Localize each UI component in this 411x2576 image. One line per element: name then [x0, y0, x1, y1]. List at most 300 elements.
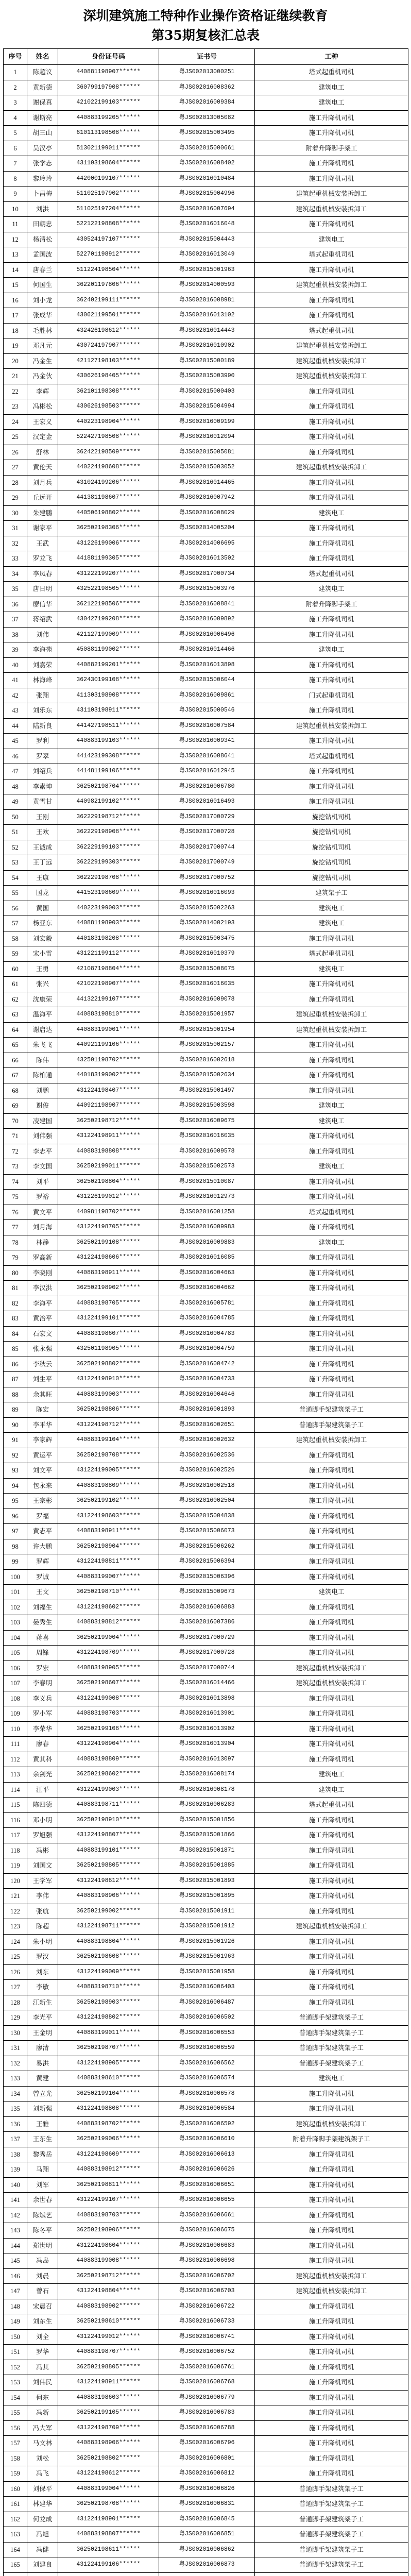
cell-name: 刘国文 [27, 1858, 58, 1874]
cell-trade: 施工升降机司机 [255, 1478, 408, 1494]
cell-id-number: 362502199011****** [58, 1159, 159, 1175]
cell-trade: 普通脚手架建筑架子工 [255, 2010, 408, 2026]
cell-certificate: 粤JS002016004662 [159, 1281, 255, 1296]
cell-name: 刘新强 [27, 2102, 58, 2117]
cell-trade: 施工升降机司机 [255, 1494, 408, 1509]
cell-certificate: 粤JS002016006873 [159, 2557, 255, 2573]
cell-certificate: 粤JS002016013898 [159, 1691, 255, 1706]
cell-id-number: 440883198902****** [58, 2299, 159, 2314]
table-row [4, 2132, 408, 2147]
cell-name: 蒋绍武 [27, 612, 58, 628]
cell-index: 68 [4, 1083, 27, 1098]
table-row [4, 2329, 408, 2345]
cell-index: 155 [4, 2405, 27, 2421]
cell-certificate: 粤JS002016009883 [159, 1235, 255, 1250]
cell-index: 113 [4, 1767, 27, 1783]
table-row [4, 1919, 408, 1935]
cell-index: 141 [4, 2193, 27, 2208]
cell-certificate: 粤JS002016006584 [159, 2102, 255, 2117]
cell-id-number: 362502198805****** [58, 1858, 159, 1874]
cell-id-number: 430626198503****** [58, 399, 159, 415]
cell-id-number: 362502198607****** [58, 1676, 159, 1691]
cell-index: 118 [4, 1843, 27, 1858]
cell-certificate: 粤JS002015000189 [159, 353, 255, 369]
cell-certificate: 粤JS002016006675 [159, 2223, 255, 2239]
cell-name: 刘宏毅 [27, 931, 58, 946]
table-row [4, 232, 408, 247]
cell-trade: 施工升降机司机 [255, 627, 408, 642]
cell-trade: 施工升降机司机 [255, 2314, 408, 2330]
cell-name: 林海峰 [27, 673, 58, 688]
cell-certificate: 粤JS002016007942 [159, 490, 255, 506]
cell-certificate: 粤JS002015009673 [159, 1585, 255, 1600]
cell-name: 周锋 [27, 1646, 58, 1661]
cell-trade: 施工升降机司机 [255, 1934, 408, 1950]
cell-name: 刘绍兵 [27, 764, 58, 779]
cell-name: 李敏 [27, 1980, 58, 1995]
table-row [4, 323, 408, 338]
header-index: 序号 [4, 49, 27, 65]
cell-trade: 塔式起重机司机 [255, 1205, 408, 1220]
cell-name: 李海平 [27, 1296, 58, 1311]
table-row [4, 490, 408, 506]
table-row [4, 460, 408, 476]
cell-trade: 施工升降机司机 [255, 612, 408, 628]
cell-name: 张兴 [27, 977, 58, 992]
table-row [4, 2345, 408, 2360]
cell-name: 刘平 [27, 1174, 58, 1190]
cell-certificate: 粤JS002016002618 [159, 1053, 255, 1068]
cell-index: 153 [4, 2375, 27, 2391]
cell-certificate: 粤JS002015006396 [159, 1569, 255, 1585]
cell-certificate: 粤JS002015001954 [159, 1022, 255, 1038]
cell-trade: 旋挖钻机司机 [255, 855, 408, 871]
cell-name: 李光平 [27, 2010, 58, 2026]
cell-trade: 普通脚手架建筑架子工 [255, 2056, 408, 2071]
table-row [4, 977, 408, 992]
cell-id-number: 431226199012****** [58, 1190, 159, 1205]
cell-name: 黄志平 [27, 1524, 58, 1539]
cell-trade: 施工升降机司机 [255, 2390, 408, 2405]
cell-trade: 施工升降机司机 [255, 2451, 408, 2466]
cell-id-number: 450881199002****** [58, 642, 159, 658]
cell-certificate: 粤JS002016002651 [159, 1417, 255, 1433]
cell-trade: 建筑起重机械安装拆卸工 [255, 1676, 408, 1691]
cell-id-number: 362502198904****** [58, 1539, 159, 1554]
table-row [4, 551, 408, 567]
cell-index: 97 [4, 1524, 27, 1539]
cell-name: 刘福生 [27, 1600, 58, 1615]
cell-id-number: 441381198607****** [58, 490, 159, 506]
cell-trade: 塔式起重机司机 [255, 65, 408, 80]
cell-name: 谢斯亮 [27, 110, 58, 126]
cell-certificate: 粤JS002016006578 [159, 2086, 255, 2102]
cell-index: 29 [4, 490, 27, 506]
cell-name: 黄雪甘 [27, 794, 58, 810]
cell-id-number: 431224199107****** [58, 2193, 159, 2208]
cell-id-number: 362502199102****** [58, 1494, 159, 1509]
cell-certificate: 粤JS002015006073 [159, 1524, 255, 1539]
table-row [4, 1934, 408, 1950]
cell-id-number: 431224198911****** [58, 1129, 159, 1144]
title-block [3, 6, 408, 45]
cell-name: 刘嘉荣 [27, 657, 58, 673]
cell-certificate: 粤JS002016008841 [159, 597, 255, 612]
cell-id-number: 362502198806****** [58, 1402, 159, 1418]
cell-index: 93 [4, 1463, 27, 1479]
table-row [4, 855, 408, 871]
cell-trade: 建筑电工 [255, 1782, 408, 1798]
cell-certificate: 粤JS002016013902 [159, 1721, 255, 1737]
cell-id-number: 431103198604****** [58, 156, 159, 172]
table-row [4, 247, 408, 263]
cell-index: 65 [4, 1038, 27, 1053]
cell-trade: 施工升降机司机 [255, 1357, 408, 1372]
cell-trade: 施工升降机司机 [255, 2193, 408, 2208]
cell-trade: 施工升降机司机 [255, 2345, 408, 2360]
cell-name: 罗华 [27, 2345, 58, 2360]
cell-trade: 施工升降机司机 [255, 262, 408, 278]
cell-trade: 施工升降机司机 [255, 2360, 408, 2375]
cell-trade: 塔式起重机司机 [255, 749, 408, 764]
cell-certificate: 粤JS002016006613 [159, 2147, 255, 2162]
cell-name: 王文 [27, 1585, 58, 1600]
cell-name: 国龙 [27, 886, 58, 901]
cell-name: 朱飞飞 [27, 1038, 58, 1053]
cell-certificate: 粤JS002016006661 [159, 2208, 255, 2223]
cell-index: 14 [4, 262, 27, 278]
cell-index: 56 [4, 901, 27, 916]
cell-index: 122 [4, 1904, 27, 1919]
table-row [4, 1311, 408, 1327]
cell-id-number: 440883198703****** [58, 2208, 159, 2223]
table-row [4, 1873, 408, 1889]
table-row [4, 1342, 408, 1357]
cell-certificate: 粤JS002016006592 [159, 2116, 255, 2132]
cell-name: 江平 [27, 1782, 58, 1798]
cell-trade: 普通脚手架建筑架子工 [255, 2041, 408, 2056]
cell-trade: 施工升降机司机 [255, 171, 408, 187]
cell-id-number: 431224199005****** [58, 1463, 159, 1479]
table-row [4, 582, 408, 597]
cell-index: 137 [4, 2132, 27, 2147]
cell-index: 131 [4, 2041, 27, 2056]
cell-id-number: 511025197902****** [58, 187, 159, 202]
cell-name: 谢启达 [27, 1022, 58, 1038]
table-row [4, 1159, 408, 1175]
cell-name: 冯健 [27, 2542, 58, 2557]
cell-certificate: 粤JS002016009675 [159, 1113, 255, 1129]
cell-id-number: 432501198702****** [58, 1053, 159, 1068]
cell-certificate: 粤JS002015003475 [159, 931, 255, 946]
cell-certificate: 粤JS002017000744 [159, 840, 255, 855]
cell-certificate: 粤JS002015001497 [159, 1083, 255, 1098]
cell-certificate: 粤JS002016008641 [159, 749, 255, 764]
table-row [4, 1250, 408, 1266]
cell-certificate: 粤JS002015006394 [159, 1554, 255, 1570]
cell-certificate: 粤JS002015002263 [159, 901, 255, 916]
cell-index: 59 [4, 946, 27, 962]
cell-index: 147 [4, 2284, 27, 2299]
cell-index: 149 [4, 2314, 27, 2330]
cell-index: 130 [4, 2025, 27, 2041]
cell-name: 陈伟 [27, 1053, 58, 1068]
cell-name: 刘鹏 [27, 1083, 58, 1098]
table-row [4, 1782, 408, 1798]
table-row [4, 2056, 408, 2071]
table-row [4, 1600, 408, 1615]
cell-name: 刘文平 [27, 1463, 58, 1479]
cell-trade: 普通脚手架建筑架子工 [255, 2481, 408, 2497]
table-row [4, 2405, 408, 2421]
cell-name: 黎玲玲 [27, 171, 58, 187]
table-row [4, 475, 408, 490]
table-row [4, 1220, 408, 1235]
cell-index: 67 [4, 1068, 27, 1083]
cell-name: 刘月兵 [27, 475, 58, 490]
table-row [4, 779, 408, 794]
cell-trade: 塔式起重机司机 [255, 323, 408, 338]
table-row [4, 1494, 408, 1509]
cell-id-number: 362502198712****** [58, 2268, 159, 2284]
cell-id-number: 421022198907****** [58, 977, 159, 992]
cell-id-number: 431224199106****** [58, 2557, 159, 2573]
cell-index: 152 [4, 2360, 27, 2375]
table-row [4, 2208, 408, 2223]
table-row [4, 201, 408, 217]
table-row [4, 95, 408, 111]
cell-trade: 旋挖钻机司机 [255, 870, 408, 886]
table-body [4, 65, 408, 2576]
cell-id-number: 421127199009****** [58, 627, 159, 642]
cell-index: 12 [4, 232, 27, 247]
cell-id-number: 362430199108****** [58, 673, 159, 688]
cell-index: 146 [4, 2268, 27, 2284]
cell-certificate: 粤JS002016016093 [159, 886, 255, 901]
cell-id-number: 362402199111****** [58, 293, 159, 308]
cell-name: 田朝忠 [27, 217, 58, 232]
cell-certificate: 粤JS002016006496 [159, 627, 255, 642]
table-row [4, 2041, 408, 2056]
cell-trade: 施工升降机司机 [255, 110, 408, 126]
cell-trade: 施工升降机司机 [255, 2238, 408, 2253]
cell-id-number: 431224198804****** [58, 2284, 159, 2299]
cell-index: 116 [4, 1812, 27, 1828]
cell-certificate: 粤JS002016006553 [159, 2025, 255, 2041]
cell-certificate: 粤JS002015003598 [159, 1098, 255, 1114]
table-row [4, 2557, 408, 2573]
cell-id-number: 431226199006****** [58, 536, 159, 551]
table-row [4, 2375, 408, 2391]
cell-index: 57 [4, 916, 27, 931]
table-row [4, 1235, 408, 1250]
cell-name: 张学志 [27, 156, 58, 172]
cell-name: 刘伟 [27, 627, 58, 642]
cell-index: 48 [4, 779, 27, 794]
cell-certificate: 粤JS002016008029 [159, 505, 255, 521]
cell-id-number: 362229198712****** [58, 809, 159, 825]
cell-name: 林建华 [27, 2497, 58, 2512]
cell-certificate: 粤JS002016008178 [159, 1782, 255, 1798]
cell-certificate: 粤JS002015001957 [159, 1007, 255, 1023]
cell-trade: 施工升降机司机 [255, 1995, 408, 2010]
cell-trade: 施工升降机司机 [255, 1600, 408, 1615]
cell-name: 刘月海 [27, 1220, 58, 1235]
cell-certificate: 粤JS002016010379 [159, 946, 255, 962]
cell-index: 136 [4, 2116, 27, 2132]
cell-id-number: 440883199008****** [58, 2253, 159, 2269]
cell-id-number: 440883198809****** [58, 1752, 159, 1767]
cell-certificate: 粤JS002016005781 [159, 1296, 255, 1311]
cell-index: 109 [4, 1706, 27, 1722]
cell-id-number [58, 2572, 159, 2576]
cell-index: 123 [4, 1919, 27, 1935]
cell-trade: 施工升降机司机 [255, 2420, 408, 2436]
cell-trade: 施工升降机司机 [255, 1387, 408, 1402]
cell-trade: 施工升降机司机 [255, 384, 408, 399]
cell-index: 124 [4, 1934, 27, 1950]
table-row [4, 1904, 408, 1919]
cell-certificate: 粤JS002016013049 [159, 247, 255, 263]
cell-certificate: 粤JS002016006761 [159, 2360, 255, 2375]
cell-trade: 施工升降机司机 [255, 2177, 408, 2193]
cell-id-number: 440883198810****** [58, 1007, 159, 1023]
cell-name: 罗诚 [27, 1569, 58, 1585]
cell-id-number: 431224198705****** [58, 1220, 159, 1235]
table-row [4, 1615, 408, 1631]
cell-id-number: 441427198511****** [58, 718, 159, 734]
cell-certificate: 粤JS002016009983 [159, 1220, 255, 1235]
cell-index: 83 [4, 1311, 27, 1327]
cell-name: 刘晨 [27, 2268, 58, 2284]
cell-index: 64 [4, 1022, 27, 1038]
cell-certificate: 粤JS002016014466 [159, 642, 255, 658]
table-row [4, 1083, 408, 1098]
cell-id-number: 440921199106****** [58, 1038, 159, 1053]
cell-name: 刘伟强 [27, 1129, 58, 1144]
table-row [4, 794, 408, 810]
cell-certificate: 粤JS002015002634 [159, 1068, 255, 1083]
cell-trade: 建筑起重机械安装拆卸工 [255, 278, 408, 293]
cell-name: 李海苑 [27, 642, 58, 658]
cell-index: 69 [4, 1098, 27, 1114]
cell-trade: 施工升降机司机 [255, 1615, 408, 1631]
table-row [4, 1980, 408, 1995]
cell-trade: 建筑起重机械安装拆卸工 [255, 1919, 408, 1935]
cell-trade: 施工升降机司机 [255, 1296, 408, 1311]
cell-name: 沈康荣 [27, 992, 58, 1007]
cell-certificate: 粤JS002016016035 [159, 1129, 255, 1144]
cell-certificate: 粤JS002016006831 [159, 2497, 255, 2512]
cell-id-number: 440881198903****** [58, 916, 159, 931]
cell-index: 110 [4, 1721, 27, 1737]
cell-certificate: 粤JS002016013102 [159, 308, 255, 324]
cell-index: 150 [4, 2329, 27, 2345]
cell-trade: 普通脚手架建筑架子工 [255, 2512, 408, 2527]
cell-index: 117 [4, 1828, 27, 1843]
cell-certificate: 粤JS002015004838 [159, 1509, 255, 1524]
cell-certificate: 粤JS002016009892 [159, 612, 255, 628]
cell-trade: 建筑起重机械安装拆卸工 [255, 460, 408, 476]
cell-id-number: 362502199106****** [58, 1721, 159, 1737]
table-row [4, 414, 408, 430]
table-row [4, 657, 408, 673]
cell-index: 62 [4, 992, 27, 1007]
cell-certificate: 粤JS002016004646 [159, 1387, 255, 1402]
cell-trade: 施工升降机司机 [255, 2436, 408, 2451]
cell-certificate: 粤JS002016002518 [159, 1478, 255, 1494]
cell-certificate: 粤JS002016012973 [159, 1190, 255, 1205]
cell-index: 5 [4, 126, 27, 141]
cell-certificate: 粤JS002017000728 [159, 1646, 255, 1661]
cell-trade: 普通脚手架建筑架子工 [255, 2497, 408, 2512]
cell-trade: 施工升降机司机 [255, 1554, 408, 1570]
cell-certificate: 粤JS002016001893 [159, 1402, 255, 1418]
cell-name: 冯彬 [27, 1843, 58, 1858]
table-row [4, 1509, 408, 1524]
cell-id-number: 440883199003****** [58, 1387, 159, 1402]
cell-trade: 施工升降机司机 [255, 794, 408, 810]
table-row [4, 1585, 408, 1600]
cell-name: 罗辉 [27, 1554, 58, 1570]
table-row [4, 1964, 408, 1980]
cell-index: 161 [4, 2497, 27, 2512]
cell-name: 黎秀岳 [27, 2147, 58, 2162]
cell-name: 罗利 [27, 734, 58, 749]
cell-trade: 施工升降机司机 [255, 1721, 408, 1737]
cell-id-number: 431221199112****** [58, 946, 159, 962]
table-row [4, 2360, 408, 2375]
cell-id-number: 440883198702****** [58, 2116, 159, 2132]
cell-index: 53 [4, 855, 27, 871]
cell-name: 王康 [27, 870, 58, 886]
cell-index: 13 [4, 247, 27, 263]
cell-certificate: 粤JS002015001963 [159, 1950, 255, 1965]
cell-trade: 门式起重机司机 [255, 688, 408, 703]
cell-certificate: 粤JS002016006698 [159, 2253, 255, 2269]
cell-name: 吴汉亭 [27, 141, 58, 156]
cell-name: 何东 [27, 2390, 58, 2405]
cell-id-number: 440883199011****** [58, 2025, 159, 2041]
cell-certificate: 粤JS002017000734 [159, 566, 255, 582]
cell-certificate: 粤JS002013005082 [159, 110, 255, 126]
table-row [4, 1737, 408, 1752]
cell-id-number: 440883198905****** [58, 1660, 159, 1676]
cell-index: 157 [4, 2436, 27, 2451]
cell-index: 143 [4, 2223, 27, 2239]
cell-id-number: 431224199003****** [58, 1782, 159, 1798]
cell-id-number: 431224198911****** [58, 2375, 159, 2391]
cell-id-number: 411303198908****** [58, 688, 159, 703]
cell-id-number: 431224198712****** [58, 1417, 159, 1433]
cell-id-number: 362502198708****** [58, 1448, 159, 1463]
table-row [4, 734, 408, 749]
cell-id-number: 441322199107****** [58, 992, 159, 1007]
cell-index: 96 [4, 1509, 27, 1524]
cell-certificate: 粤JS002016006741 [159, 2329, 255, 2345]
cell-index: 148 [4, 2299, 27, 2314]
cell-index: 86 [4, 1357, 27, 1372]
table-row [4, 1265, 408, 1281]
cell-index: 35 [4, 582, 27, 597]
cell-name: 廖信华 [27, 597, 58, 612]
cell-index: 120 [4, 1873, 27, 1889]
cell-trade: 建筑电工 [255, 961, 408, 977]
cell-name: 杨清松 [27, 232, 58, 247]
cell-id-number: 440981198702****** [58, 1205, 159, 1220]
cell-trade: 施工升降机司机 [255, 1509, 408, 1524]
cell-name: 冯其 [27, 2360, 58, 2375]
